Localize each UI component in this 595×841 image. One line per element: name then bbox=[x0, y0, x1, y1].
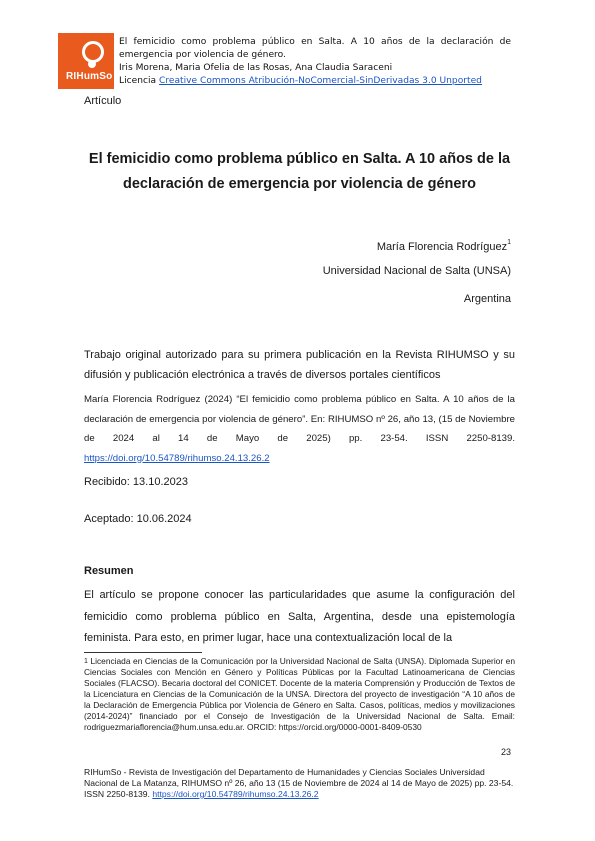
page-number: 23 bbox=[500, 747, 511, 757]
article-title: El femicidio como problema público en Salta. A 10 años de la declaración de emergencia por violencia de género bbox=[88, 151, 511, 192]
citation-block bbox=[84, 390, 515, 468]
journal-logo bbox=[58, 33, 114, 89]
logo-dot-icon bbox=[88, 60, 96, 68]
footer-doi-link[interactable]: https://doi.org/10.54789/rihumso.24.13.26.2 bbox=[152, 789, 319, 799]
footnote-text: Licenciada en Ciencias de la Comunicación por la Universidad Nacional de Salta (UNSA). Diplomada Superior en Ciencias Sociales con Mención en Género y Políticas Públicas por la Facultad Latinoamericana de Ciencias Sociales (FLACSO). Becaria doctoral del CONICET. Docente de la materia Comprensión y Producción de Textos de la Licenciatura en Ciencias de la Comunicación de la UNSA. Directora del proyecto de investigación “A 10 años de la Declaración de Emergencia Pública por Violencia de Género en Salta. Casos, políticas, medios y movilizaciones (2014-2024)” financiado por el Consejo de Investigación de la Universidad Nacional de Salta. Email: rodriguezmariaflorencia@hum.unsa.edu.ar. ORCID: https://orcid.org/0000-0001-8409-0530 bbox=[84, 656, 515, 732]
citation-text: María Florencia Rodríguez (2024) “El femicidio como problema público en Salta. A 10 años de la declaración de emergencia por violencia de género”. En: RIHUMSO nº 26, año 13, (15 de Noviembre de 2024 al 14 de Mayo de 2025) pp. 23-54. ISSN 2250-8139. bbox=[84, 394, 515, 444]
citation-doi-link[interactable]: https://doi.org/10.54789/rihumso.24.13.26.2 bbox=[84, 452, 270, 464]
footer-text: RIHumSo - Revista de Investigación del Departamento de Humanidades y Ciencias Sociales Universidad Nacional de La Matanza, RIHUMSO nº 26, año 13 (15 de Noviembre de 2024 al 14 de Mayo de 2025) pp. 23-54. ISSN 2250-8139. bbox=[84, 767, 514, 799]
abstract-text: El artículo se propone conocer las particularidades que asume la configuración del femicidio como problema público en Salta, Argentina, desde una epistemología feminista. Para esto, en primer lugar, hace una contextualización local de la bbox=[84, 589, 515, 644]
page-footer bbox=[84, 767, 515, 800]
received-date: Recibido: 13.10.2023 bbox=[84, 476, 188, 488]
header-authors: Iris Morena, Maria Ofelia de las Rosas, Ana Claudia Saraceni bbox=[119, 63, 393, 73]
header-license bbox=[119, 75, 511, 88]
author-name bbox=[377, 241, 511, 253]
author-footnote-mark[interactable]: 1 bbox=[507, 239, 511, 246]
author-name-text: María Florencia Rodríguez bbox=[376, 241, 508, 253]
accepted-date: Aceptado: 10.06.2024 bbox=[84, 513, 192, 525]
header-title-line2: emergencia por violencia de género. bbox=[119, 50, 286, 60]
footnote bbox=[84, 656, 515, 733]
author-country: Argentina bbox=[463, 293, 511, 305]
authorization-note: Trabajo original autorizado para su primera publicación en la Revista RIHUMSO y su difusión y publicación electrónica a través de diversos portales científicos bbox=[84, 349, 515, 381]
footnote-divider bbox=[84, 652, 202, 653]
abstract-heading: Resumen bbox=[84, 565, 134, 577]
license-link[interactable]: Creative Commons Atribución-NoComercial-SinDerivadas 3.0 Unported bbox=[158, 76, 482, 86]
footnote-mark: 1 bbox=[84, 658, 88, 665]
section-label: Artículo bbox=[84, 95, 122, 107]
author-affiliation: Universidad Nacional de Salta (UNSA) bbox=[322, 265, 511, 277]
header-title-line1: El femicidio como problema público en Salta. A 10 años de la declaración de bbox=[119, 37, 511, 47]
logo-text: RIHumSo bbox=[66, 71, 113, 82]
license-prefix: Licencia bbox=[119, 76, 157, 86]
